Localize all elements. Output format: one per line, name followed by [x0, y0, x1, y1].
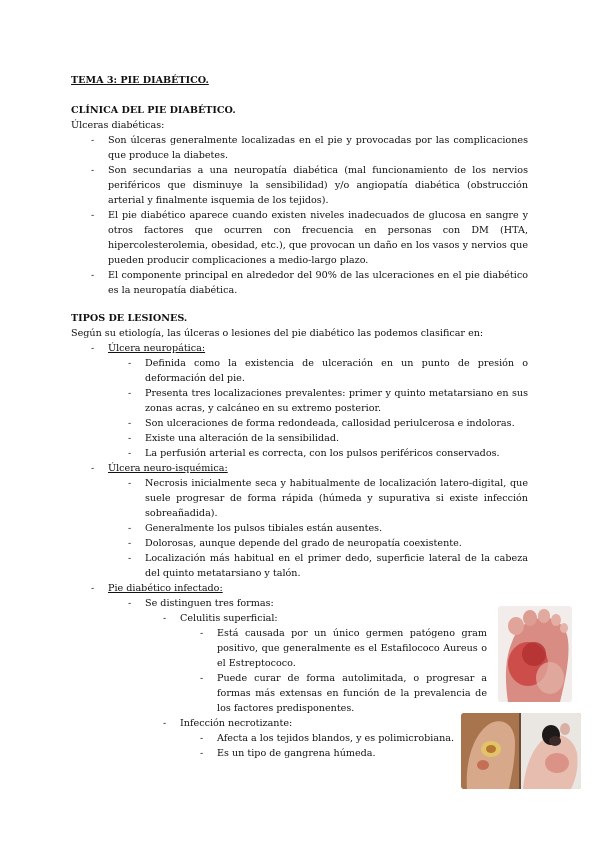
necrotizante-item-2: Es un tipo de gangrena húmeda. — [217, 748, 376, 759]
neuroisquemica-item-2: Generalmente los pulsos tibiales están ausentes. — [145, 523, 383, 534]
bullet-dash: - — [91, 270, 95, 281]
bullet-dash: - — [200, 673, 204, 684]
bullet-dash: - — [91, 463, 95, 474]
celulitis-item-2: Puede curar de forma autolimitada, o progresar a formas más extensas en función de la prevalencia de los factores predisponentes. — [217, 673, 487, 714]
bullet-dash: - — [128, 358, 132, 369]
bullet-dash: - — [91, 343, 95, 354]
bullet-dash: - — [128, 598, 132, 609]
bullet-dash: - — [163, 718, 167, 729]
clinica-bullet-4: El componente principal en alrededor del 90% de las ulceraciones en el pie diabético es la neuropatía diabética. — [108, 270, 528, 296]
bullet-dash: - — [128, 538, 132, 549]
bullet-dash: - — [128, 523, 132, 534]
label-celulitis: Celulitis superficial: — [180, 613, 278, 624]
necrotizing-foot-illustration — [461, 713, 581, 789]
document-title: TEMA 3: PIE DIABÉTICO. — [71, 75, 209, 86]
bullet-dash: - — [91, 210, 95, 221]
neuroisquemica-item-3: Dolorosas, aunque depende del grado de neuropatía coexistente. — [145, 538, 462, 549]
cellulitis-foot-illustration — [498, 606, 572, 702]
neuropatica-item-1: Definida como la existencia de ulceración en un punto de presión o deformación del pie. — [145, 358, 528, 384]
bullet-dash: - — [163, 613, 167, 624]
label-necrotizante: Infección necrotizante: — [180, 718, 293, 729]
label-ulcera-neuropatica: Úlcera neuropática: — [108, 343, 206, 354]
necrotizing-foot-photo — [461, 713, 581, 789]
bullet-dash: - — [128, 478, 132, 489]
bullet-dash: - — [91, 135, 95, 146]
bullet-dash: - — [128, 388, 132, 399]
tipos-intro: Según su etiología, las úlceras o lesiones del pie diabético las podemos clasificar en: — [71, 328, 484, 339]
clinica-bullet-2: Son secundarias a una neuropatía diabética (mal funcionamiento de los nervios periféricos que disminuye la sensibilidad) y/o angiopatía diabética (obstrucción arterial y finalmente isquemia de los tejidos). — [108, 165, 528, 206]
bullet-dash: - — [128, 433, 132, 444]
bullet-dash: - — [200, 628, 204, 639]
celulitis-item-1: Está causada por un único germen patógeno gram positivo, que generalmente es el Estafilococo Aureus o el Estreptococo. — [217, 628, 487, 669]
neuroisquemica-item-1: Necrosis inicialmente seca y habitualmente de localización latero-digital, que suele progresar de forma rápida (húmeda y supurativa si existe infección sobreañadida). — [145, 478, 528, 519]
infectado-formas: Se distinguen tres formas: — [145, 598, 274, 609]
bullet-dash: - — [200, 733, 204, 744]
subheading-ulceras: Úlceras diabéticas: — [71, 120, 165, 131]
bullet-dash: - — [91, 165, 95, 176]
clinica-bullet-1: Son úlceras generalmente localizadas en el pie y provocadas por las complicaciones que produce la diabetes. — [108, 135, 528, 161]
neuropatica-item-3: Son ulceraciones de forma redondeada, callosidad periulcerosa e indoloras. — [145, 418, 515, 429]
label-pie-infectado: Pie diabético infectado: — [108, 583, 223, 594]
bullet-dash: - — [91, 583, 95, 594]
section-heading-tipos: TIPOS DE LESIONES. — [71, 313, 188, 324]
clinica-bullet-3: El pie diabético aparece cuando existen niveles inadecuados de glucosa en sangre y otros factores que ocurren con frecuencia en personas con DM (HTA, hipercolesterolemia, obesidad, etc.), que provocan un daño en los vasos y nervios que pueden producir complicaciones a medio-largo plazo. — [108, 210, 528, 266]
label-ulcera-neuroisquemica: Úlcera neuro-isquémica: — [108, 463, 228, 474]
cellulitis-foot-photo — [498, 606, 572, 702]
neuropatica-item-5: La perfusión arterial es correcta, con los pulsos periféricos conservados. — [145, 448, 500, 459]
bullet-dash: - — [128, 418, 132, 429]
necrotizante-item-1: Afecta a los tejidos blandos, y es polimicrobiana. — [217, 733, 455, 744]
neuropatica-item-4: Existe una alteración de la sensibilidad. — [145, 433, 340, 444]
section-heading-clinica: CLÍNICA DEL PIE DIABÉTICO. — [71, 105, 236, 116]
neuroisquemica-item-4: Localización más habitual en el primer dedo, superficie lateral de la cabeza del quinto metatarsiano y talón. — [145, 553, 528, 579]
bullet-dash: - — [128, 553, 132, 564]
bullet-dash: - — [200, 748, 204, 759]
neuropatica-item-2: Presenta tres localizaciones prevalentes: primer y quinto metatarsiano en sus zonas acras, y calcáneo en su extremo posterior. — [145, 388, 528, 414]
bullet-dash: - — [128, 448, 132, 459]
